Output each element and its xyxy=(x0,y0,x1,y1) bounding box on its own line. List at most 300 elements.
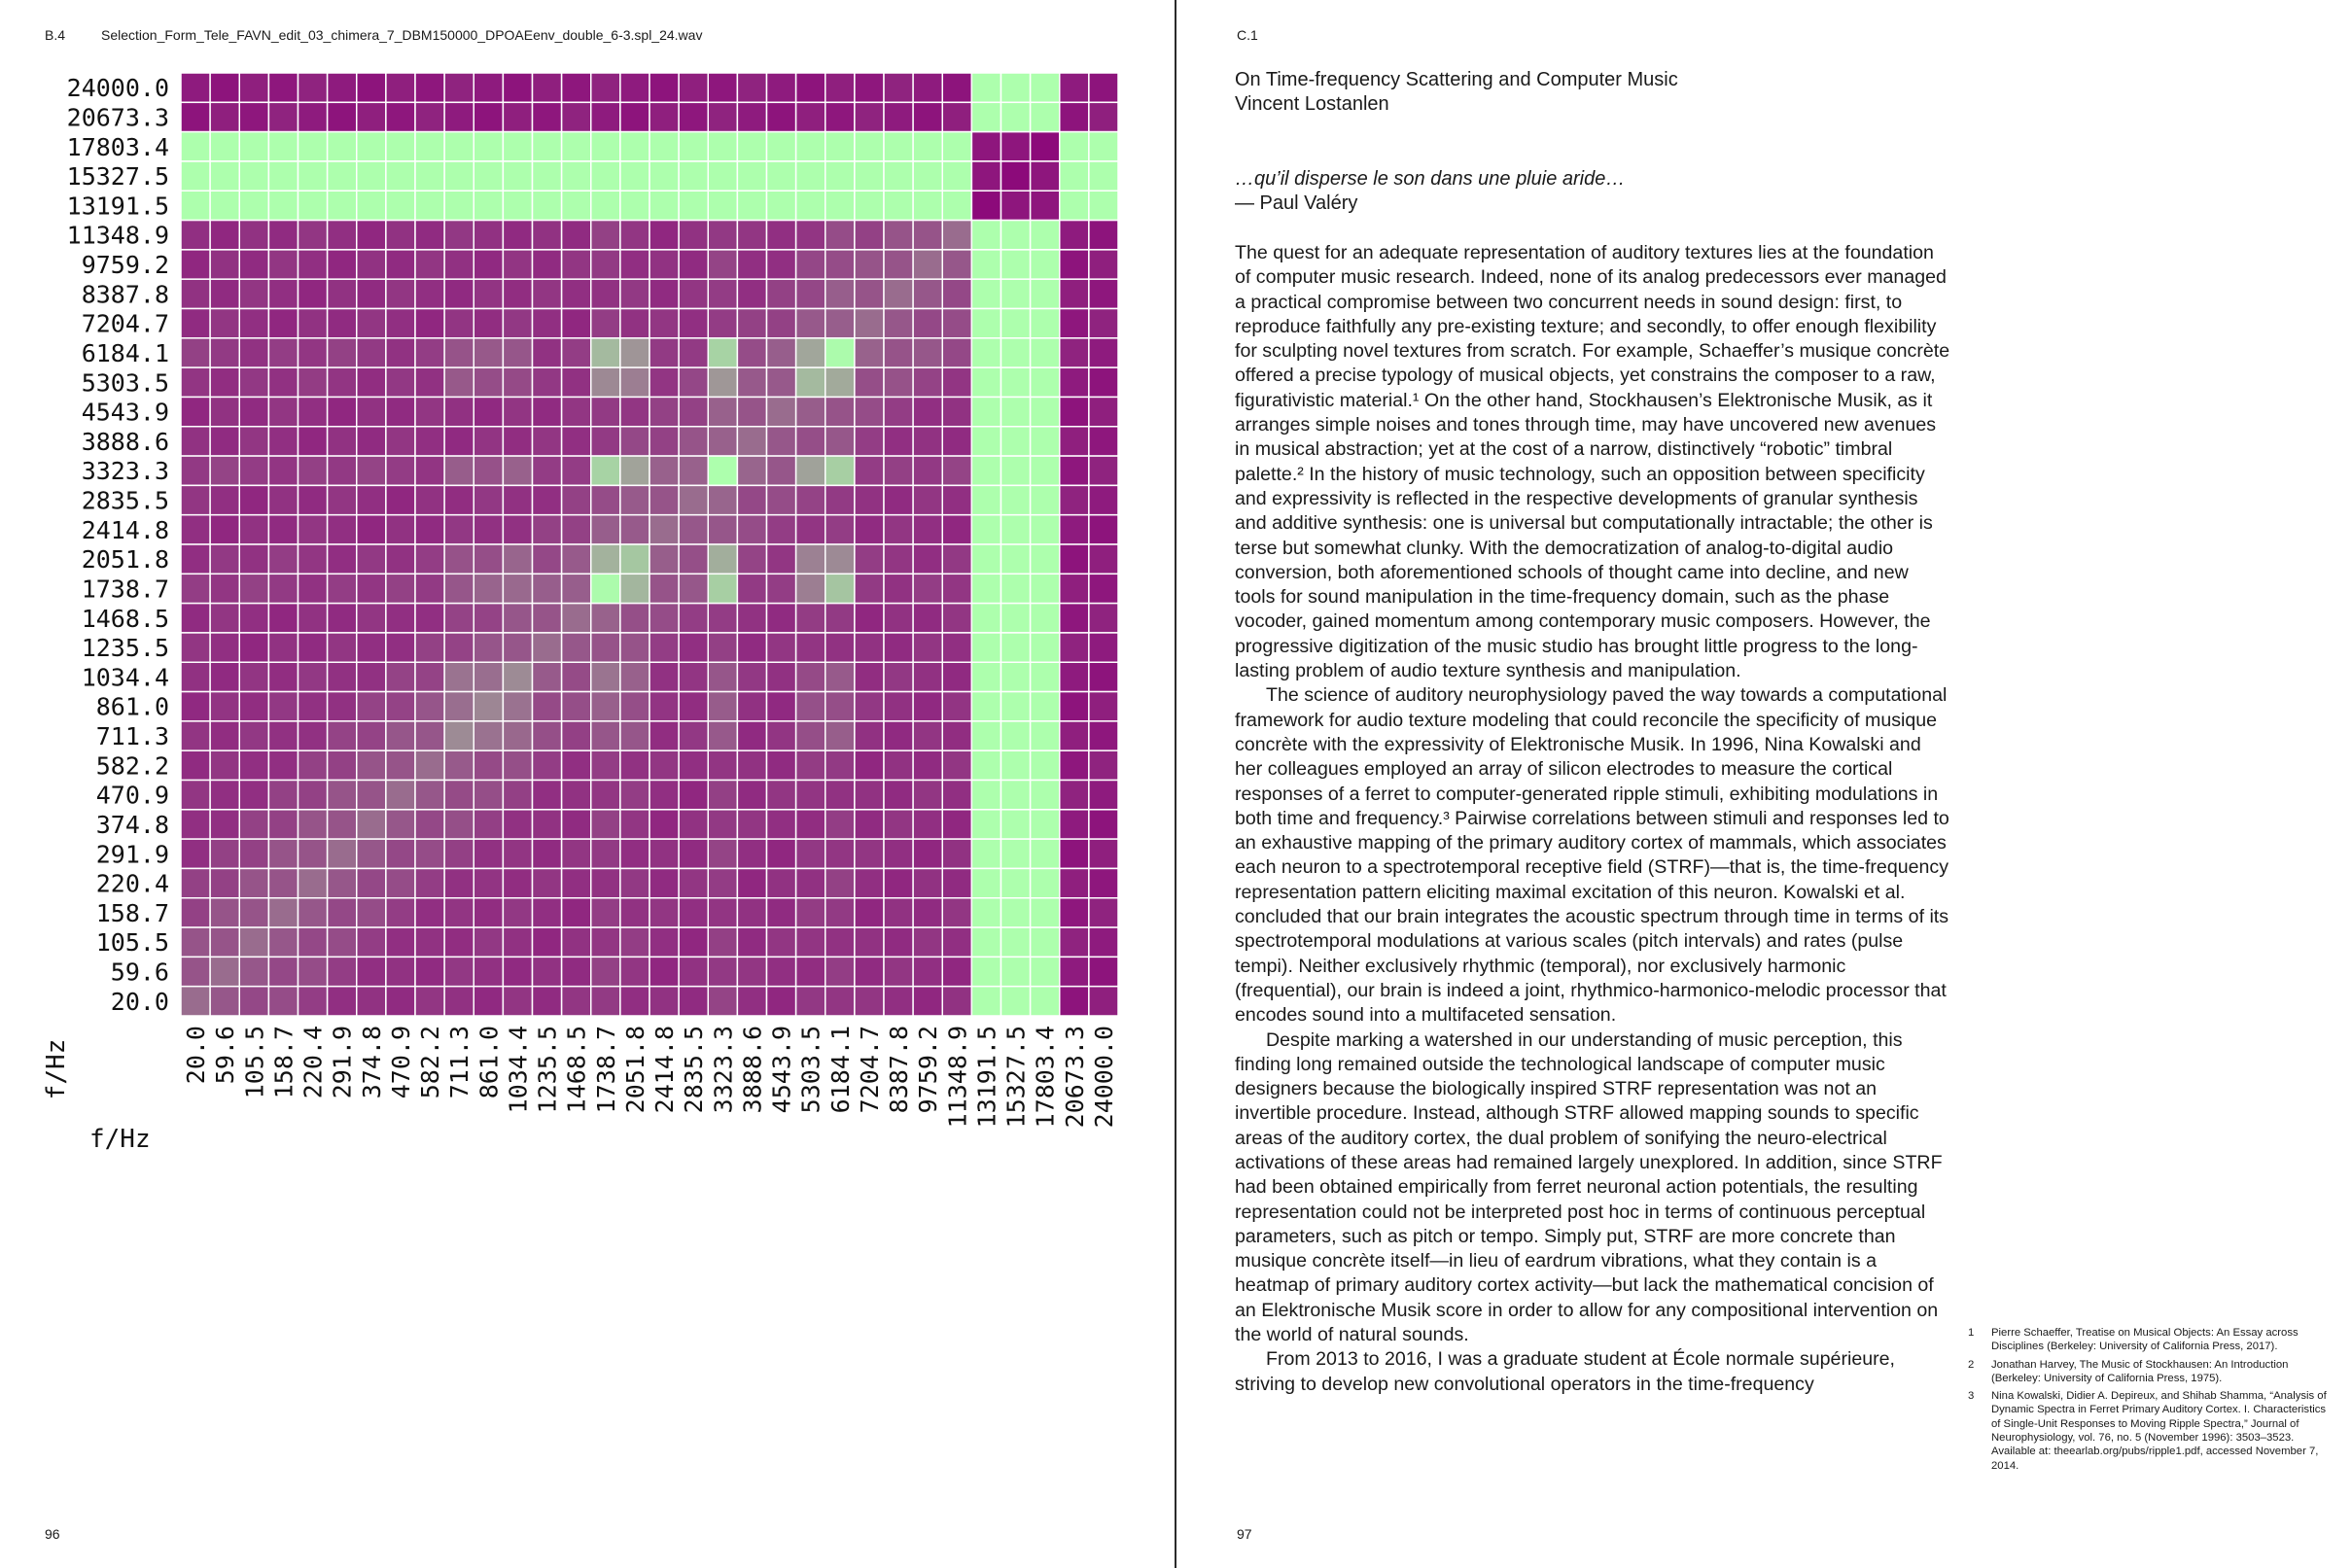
heatmap-cell xyxy=(415,957,444,986)
heatmap-cell xyxy=(620,427,649,456)
heatmap-cell xyxy=(210,485,239,514)
heatmap-cell xyxy=(1089,279,1118,308)
heatmap-cell xyxy=(562,662,591,691)
heatmap-cell xyxy=(1089,191,1118,220)
heatmap-cell xyxy=(503,102,532,131)
heatmap-cell xyxy=(328,781,357,810)
heatmap-cell xyxy=(562,397,591,426)
heatmap-cell xyxy=(796,485,825,514)
heatmap-cell xyxy=(855,515,884,544)
heatmap-cell xyxy=(444,633,474,662)
heatmap-cell xyxy=(1089,427,1118,456)
heatmap-cell xyxy=(884,456,913,485)
heatmap-cell xyxy=(942,781,971,810)
heatmap-cell xyxy=(708,957,737,986)
heatmap-cell xyxy=(562,633,591,662)
body-paragraph: The quest for an adequate representation of auditory textures lies at the foundation of computer music research. Indeed, none of its analog predecessors ever managed a practical compromise between two concurrent needs in sound design: first, to reproduce faithfully any pre-existing texture; and secondly, to offer enough flexibility for sculpting novel textures from scratch. For example, Schaeffer’s musique concrète offered a precise typology of musical objects, yet constrains the composer to a raw, figurativistic material.¹ On the other hand, Stockhausen’s Elektronische Musik, as it arranges simple noises and tones through time, may have uncovered new avenues in musical abstraction; yet at the cost of a narrow, distinctively “robotic” timbral palette.² In the history of music technology, such an opposition between specificity and expressivity is reflected in the respective developments of granular synthesis and additive synthesis: one is universal but computationally intractable; the other is terse but somewhat clunky. With the democratization of analog-to-digital audio conversion, both aforementioned schools of thought came into decline, and new tools for sound manipulation in the time-frequency domain, such as the phase vocoder, gained momentum among contemporary music composers. However, the progressive digitization of the music studio has brought little progress to the long-lasting problem of audio texture synthesis and manipulation. xyxy=(1235,242,1950,682)
heatmap-cell xyxy=(649,515,679,544)
heatmap-cell xyxy=(1060,221,1089,250)
heatmap-cell xyxy=(942,662,971,691)
heatmap-cell xyxy=(971,102,1000,131)
x-tick-label: 1468.5 xyxy=(562,1026,591,1114)
heatmap-cell xyxy=(328,574,357,603)
heatmap-cell xyxy=(328,191,357,220)
heatmap-cell xyxy=(649,73,679,102)
heatmap-cell xyxy=(708,191,737,220)
heatmap-cell xyxy=(210,309,239,338)
heatmap-cell xyxy=(415,397,444,426)
y-tick-label: 3888.6 xyxy=(81,427,169,456)
heatmap-cell xyxy=(767,662,796,691)
heatmap-cell xyxy=(268,898,298,927)
heatmap-cell xyxy=(533,692,562,721)
heatmap-cell xyxy=(562,279,591,308)
heatmap-cell xyxy=(239,781,268,810)
heatmap-cell xyxy=(971,604,1000,633)
heatmap-cell xyxy=(298,367,328,397)
heatmap-cell xyxy=(855,662,884,691)
heatmap-cell xyxy=(1089,898,1118,927)
x-tick-label: 1738.7 xyxy=(591,1026,620,1114)
heatmap-cell xyxy=(328,279,357,308)
y-tick-label: 861.0 xyxy=(95,692,169,721)
heatmap-cell xyxy=(298,868,328,897)
x-tick-label: 24000.0 xyxy=(1089,1026,1118,1129)
heatmap-cell xyxy=(210,927,239,957)
heatmap-cell xyxy=(1001,191,1031,220)
heatmap-cell xyxy=(855,604,884,633)
heatmap-cell xyxy=(591,221,620,250)
heatmap-cell xyxy=(855,397,884,426)
heatmap-cell xyxy=(942,367,971,397)
x-tick-label: 13191.5 xyxy=(972,1026,1001,1129)
heatmap-cell xyxy=(591,250,620,279)
footnote-number: 1 xyxy=(1968,1327,1975,1339)
heatmap-cell xyxy=(239,898,268,927)
heatmap-cell xyxy=(942,574,971,603)
heatmap-cell xyxy=(591,839,620,868)
heatmap-cell xyxy=(357,338,386,367)
heatmap-cell xyxy=(444,604,474,633)
heatmap-cell xyxy=(503,662,532,691)
y-tick-label: 15327.5 xyxy=(66,162,169,192)
heatmap-cell xyxy=(767,456,796,485)
heatmap-cell xyxy=(913,161,942,191)
heatmap-cell xyxy=(1089,662,1118,691)
heatmap-cell xyxy=(591,456,620,485)
heatmap-cell xyxy=(444,662,474,691)
heatmap-cell xyxy=(1031,898,1060,927)
heatmap-cell xyxy=(913,927,942,957)
heatmap-cell xyxy=(444,221,474,250)
y-tick-label: 5303.5 xyxy=(81,368,169,398)
heatmap-cell xyxy=(444,456,474,485)
heatmap-cell xyxy=(1089,574,1118,603)
heatmap-cell xyxy=(1001,750,1031,780)
heatmap-cell xyxy=(444,397,474,426)
heatmap-cell xyxy=(855,279,884,308)
heatmap-cell xyxy=(328,73,357,102)
heatmap-cell xyxy=(913,338,942,367)
heatmap-cell xyxy=(415,73,444,102)
heatmap-cell xyxy=(884,191,913,220)
heatmap-cell xyxy=(649,927,679,957)
heatmap-cell xyxy=(796,221,825,250)
heatmap-cell xyxy=(1060,544,1089,574)
heatmap-cell xyxy=(971,574,1000,603)
heatmap-cell xyxy=(796,132,825,161)
heatmap-cell xyxy=(1089,987,1118,1016)
footnote-number: 3 xyxy=(1968,1390,1975,1403)
heatmap-cell xyxy=(298,338,328,367)
heatmap-cell xyxy=(649,427,679,456)
heatmap-cell xyxy=(1031,338,1060,367)
heatmap-cell xyxy=(210,191,239,220)
heatmap-cell xyxy=(386,750,415,780)
heatmap-cell xyxy=(591,750,620,780)
heatmap-cell xyxy=(444,515,474,544)
heatmap-cell xyxy=(649,397,679,426)
heatmap-cell xyxy=(649,132,679,161)
heatmap-cell xyxy=(971,810,1000,839)
heatmap-cell xyxy=(386,781,415,810)
heatmap-cell xyxy=(533,987,562,1016)
heatmap-cell xyxy=(767,781,796,810)
heatmap-cell xyxy=(1089,927,1118,957)
heatmap-cell xyxy=(591,338,620,367)
heatmap-cell xyxy=(1001,279,1031,308)
section-code: C.1 xyxy=(1237,27,1258,43)
x-tick-label: 2414.8 xyxy=(650,1026,680,1114)
heatmap-cell xyxy=(1060,633,1089,662)
heatmap-cell xyxy=(1031,721,1060,750)
epigraph-quote: …qu’il disperse le son dans une pluie aride… xyxy=(1235,168,1626,190)
heatmap-cell xyxy=(1060,662,1089,691)
heatmap-cell xyxy=(503,957,532,986)
heatmap-cell xyxy=(971,515,1000,544)
heatmap-cell xyxy=(737,957,766,986)
heatmap-cell xyxy=(444,367,474,397)
heatmap-cell xyxy=(210,250,239,279)
heatmap-cell xyxy=(679,191,708,220)
heatmap-cell xyxy=(1089,604,1118,633)
heatmap-cell xyxy=(1001,898,1031,927)
heatmap-cell xyxy=(474,132,503,161)
heatmap-cell xyxy=(708,604,737,633)
heatmap-cell xyxy=(1089,397,1118,426)
heatmap-cell xyxy=(1031,73,1060,102)
heatmap-cell xyxy=(855,781,884,810)
heatmap-cell xyxy=(708,338,737,367)
x-tick-label: 582.2 xyxy=(416,1026,445,1099)
heatmap-cell xyxy=(386,898,415,927)
heatmap-cell xyxy=(737,839,766,868)
heatmap-cell xyxy=(591,73,620,102)
heatmap-cell xyxy=(767,633,796,662)
heatmap-cell xyxy=(357,927,386,957)
heatmap-cell xyxy=(239,279,268,308)
heatmap-cell xyxy=(386,191,415,220)
heatmap-cell xyxy=(562,427,591,456)
heatmap-cell xyxy=(942,250,971,279)
heatmap-cell xyxy=(737,132,766,161)
heatmap-cell xyxy=(1001,781,1031,810)
heatmap-cell xyxy=(620,250,649,279)
heatmap-cell xyxy=(825,692,855,721)
heatmap-cell xyxy=(913,456,942,485)
heatmap-cell xyxy=(386,73,415,102)
heatmap-cell xyxy=(298,427,328,456)
heatmap-cell xyxy=(298,397,328,426)
heatmap-cell xyxy=(1001,102,1031,131)
heatmap-cell xyxy=(649,250,679,279)
y-tick-label: 7204.7 xyxy=(81,309,169,338)
heatmap-cell xyxy=(942,839,971,868)
heatmap-cell xyxy=(562,102,591,131)
heatmap-cell xyxy=(796,987,825,1016)
heatmap-cell xyxy=(415,544,444,574)
heatmap-cell xyxy=(679,957,708,986)
heatmap-cell xyxy=(942,427,971,456)
x-tick-label: 11348.9 xyxy=(943,1026,972,1129)
heatmap-cell xyxy=(444,750,474,780)
y-tick-label: 220.4 xyxy=(95,869,169,898)
heatmap-cell xyxy=(1031,515,1060,544)
heatmap-cell xyxy=(181,868,210,897)
heatmap-cell xyxy=(181,750,210,780)
heatmap-cell xyxy=(1060,868,1089,897)
heatmap-cell xyxy=(855,191,884,220)
heatmap-cell xyxy=(444,73,474,102)
x-tick-label: 374.8 xyxy=(357,1026,386,1099)
article-heading xyxy=(1235,68,1678,117)
heatmap-cell xyxy=(1001,250,1031,279)
heatmap-cell xyxy=(474,574,503,603)
heatmap-cell xyxy=(1031,868,1060,897)
heatmap-cell xyxy=(503,987,532,1016)
heatmap-cell xyxy=(737,515,766,544)
heatmap-cell xyxy=(679,898,708,927)
footnote xyxy=(1968,1389,2334,1473)
heatmap-cell xyxy=(1031,662,1060,691)
heatmap-cell xyxy=(562,191,591,220)
heatmap-cell xyxy=(649,898,679,927)
footnote-text: Nina Kowalski, Didier A. Depireux, and Shihab Shamma, “Analysis of Dynamic Spectra in Ferret Primary Auditory Cortex. I. Characteristics of Single-Unit Responses to Moving Ripple Spectra,” Journal of Neurophysiology, vol. 76, no. 5 (November 1996): 3503–3523. Available at: theearlab.org/pubs/ripple1.pdf, accessed November 7, 2014. xyxy=(1991,1390,2327,1472)
heatmap-cell xyxy=(298,662,328,691)
heatmap-cell xyxy=(386,574,415,603)
heatmap-cell xyxy=(328,102,357,131)
heatmap-cell xyxy=(415,279,444,308)
y-tick-label: 2051.8 xyxy=(81,545,169,575)
heatmap-cell xyxy=(357,102,386,131)
heatmap-cell xyxy=(268,750,298,780)
y-tick-label: 582.2 xyxy=(95,751,169,781)
heatmap-cell xyxy=(855,367,884,397)
heatmap-cell xyxy=(239,544,268,574)
heatmap-cell xyxy=(1031,692,1060,721)
heatmap-cell xyxy=(181,604,210,633)
heatmap-cell xyxy=(415,515,444,544)
heatmap-cell xyxy=(386,221,415,250)
heatmap-cell xyxy=(444,309,474,338)
heatmap-cell xyxy=(181,73,210,102)
heatmap-cell xyxy=(444,574,474,603)
heatmap-cell xyxy=(181,633,210,662)
heatmap-cell xyxy=(855,927,884,957)
heatmap-cell xyxy=(708,750,737,780)
y-tick-label: 8387.8 xyxy=(81,280,169,309)
heatmap-cell xyxy=(181,309,210,338)
heatmap-cell xyxy=(328,221,357,250)
heatmap-cell xyxy=(181,662,210,691)
heatmap-cell xyxy=(1001,839,1031,868)
heatmap-cell xyxy=(298,221,328,250)
heatmap-cell xyxy=(298,515,328,544)
heatmap-cell xyxy=(591,485,620,514)
heatmap-cell xyxy=(620,132,649,161)
heatmap-cell xyxy=(971,397,1000,426)
heatmap-cell xyxy=(942,604,971,633)
heatmap-cell xyxy=(649,604,679,633)
heatmap-cell xyxy=(649,721,679,750)
heatmap-cell xyxy=(1001,662,1031,691)
heatmap-cell xyxy=(855,427,884,456)
heatmap-cell xyxy=(474,427,503,456)
heatmap-cell xyxy=(503,574,532,603)
heatmap-cell xyxy=(620,750,649,780)
heatmap-cell xyxy=(913,515,942,544)
heatmap-cell xyxy=(708,781,737,810)
heatmap-cell xyxy=(444,427,474,456)
heatmap-cell xyxy=(796,250,825,279)
heatmap-cell xyxy=(1060,427,1089,456)
heatmap-cell xyxy=(415,633,444,662)
heatmap-cell xyxy=(298,161,328,191)
heatmap-cell xyxy=(971,427,1000,456)
epigraph xyxy=(1235,167,1625,216)
heatmap-cell xyxy=(942,750,971,780)
heatmap-cell xyxy=(1089,132,1118,161)
heatmap-cell xyxy=(796,633,825,662)
footnote-text: Pierre Schaeffer, Treatise on Musical Objects: An Essay across Disciplines (Berkeley: University of California Press, 2017). xyxy=(1991,1327,2299,1353)
heatmap-cell xyxy=(357,73,386,102)
heatmap-cell xyxy=(1001,927,1031,957)
y-tick-label: 1738.7 xyxy=(81,575,169,604)
heatmap-cell xyxy=(386,367,415,397)
heatmap-cell xyxy=(1060,604,1089,633)
heatmap-cell xyxy=(415,574,444,603)
heatmap-cell xyxy=(239,987,268,1016)
heatmap-cell xyxy=(942,810,971,839)
heatmap-cell xyxy=(444,250,474,279)
heatmap-cell xyxy=(1060,692,1089,721)
heatmap-cell xyxy=(679,367,708,397)
heatmap-cell xyxy=(825,456,855,485)
heatmap-cell xyxy=(737,750,766,780)
heatmap-cell xyxy=(503,427,532,456)
body-paragraph: Despite marking a watershed in our understanding of music perception, this finding long remained outside the technological landscape of computer music designers because the biologically inspired STRF representation was not an invertible procedure. Instead, although STRF allowed mapping sounds to specific areas of the auditory cortex, the dual problem of sonifying the neuro-electrical activations of these areas had remained largely unexplored. In addition, since STRF had been obtained empirically from ferret neuronal action potentials, the resulting representation could not be interpreted post hoc in terms of continuous perceptual parameters, such as pitch or tempo. Simply put, STRF are more concrete than musique concrète itself—in lieu of eardrum vibrations, what they contain is a heatmap of primary auditory cortex activity—but lack the mathematical concision of an Elektronische Musik score in order to allow for any compositional intervention on the world of natural sounds. xyxy=(1235,1028,1943,1346)
heatmap-cell xyxy=(679,574,708,603)
heatmap-cell xyxy=(210,132,239,161)
heatmap-cell xyxy=(444,191,474,220)
heatmap-cell xyxy=(328,309,357,338)
heatmap-cell xyxy=(357,604,386,633)
heatmap-cell xyxy=(268,692,298,721)
heatmap-cell xyxy=(268,721,298,750)
heatmap-cell xyxy=(679,250,708,279)
heatmap-cell xyxy=(767,427,796,456)
heatmap-cell xyxy=(884,839,913,868)
heatmap-cell xyxy=(1001,721,1031,750)
heatmap-cell xyxy=(855,309,884,338)
heatmap-cell xyxy=(415,692,444,721)
heatmap-cell xyxy=(767,721,796,750)
heatmap-cell xyxy=(1031,367,1060,397)
x-tick-label: 59.6 xyxy=(211,1026,240,1085)
heatmap-cell xyxy=(620,898,649,927)
heatmap-cell xyxy=(825,750,855,780)
heatmap-cell xyxy=(533,957,562,986)
heatmap-cell xyxy=(210,338,239,367)
heatmap-cell xyxy=(210,750,239,780)
heatmap-cell xyxy=(620,515,649,544)
heatmap-cell xyxy=(855,73,884,102)
heatmap-cell xyxy=(884,73,913,102)
heatmap-cell xyxy=(825,633,855,662)
heatmap-cell xyxy=(767,279,796,308)
left-page xyxy=(0,0,1175,1568)
heatmap-cell xyxy=(503,868,532,897)
heatmap-cell xyxy=(767,367,796,397)
similarity-heatmap xyxy=(0,0,1175,1568)
heatmap-cell xyxy=(767,309,796,338)
heatmap-cell xyxy=(210,73,239,102)
heatmap-cell xyxy=(649,987,679,1016)
heatmap-cell xyxy=(649,367,679,397)
heatmap-cell xyxy=(884,574,913,603)
heatmap-cell xyxy=(239,810,268,839)
heatmap-cell xyxy=(239,692,268,721)
heatmap-cell xyxy=(737,250,766,279)
heatmap-cell xyxy=(825,367,855,397)
heatmap-cell xyxy=(767,132,796,161)
heatmap-cell xyxy=(884,750,913,780)
heatmap-cell xyxy=(825,485,855,514)
heatmap-cell xyxy=(708,692,737,721)
heatmap-cell xyxy=(855,221,884,250)
heatmap-cell xyxy=(620,721,649,750)
heatmap-cell xyxy=(971,309,1000,338)
heatmap-cell xyxy=(328,338,357,367)
heatmap-cell xyxy=(386,102,415,131)
heatmap-cell xyxy=(357,485,386,514)
heatmap-cell xyxy=(913,309,942,338)
heatmap-cell xyxy=(767,397,796,426)
heatmap-cell xyxy=(913,721,942,750)
heatmap-cell xyxy=(415,604,444,633)
heatmap-cell xyxy=(591,987,620,1016)
heatmap-cell xyxy=(562,73,591,102)
heatmap-cell xyxy=(181,485,210,514)
heatmap-cell xyxy=(1031,279,1060,308)
heatmap-cell xyxy=(298,309,328,338)
heatmap-cell xyxy=(708,102,737,131)
heatmap-cell xyxy=(855,102,884,131)
heatmap-cell xyxy=(298,604,328,633)
epigraph-author: — Paul Valéry xyxy=(1235,192,1358,214)
heatmap-cell xyxy=(884,781,913,810)
heatmap-cell xyxy=(415,367,444,397)
